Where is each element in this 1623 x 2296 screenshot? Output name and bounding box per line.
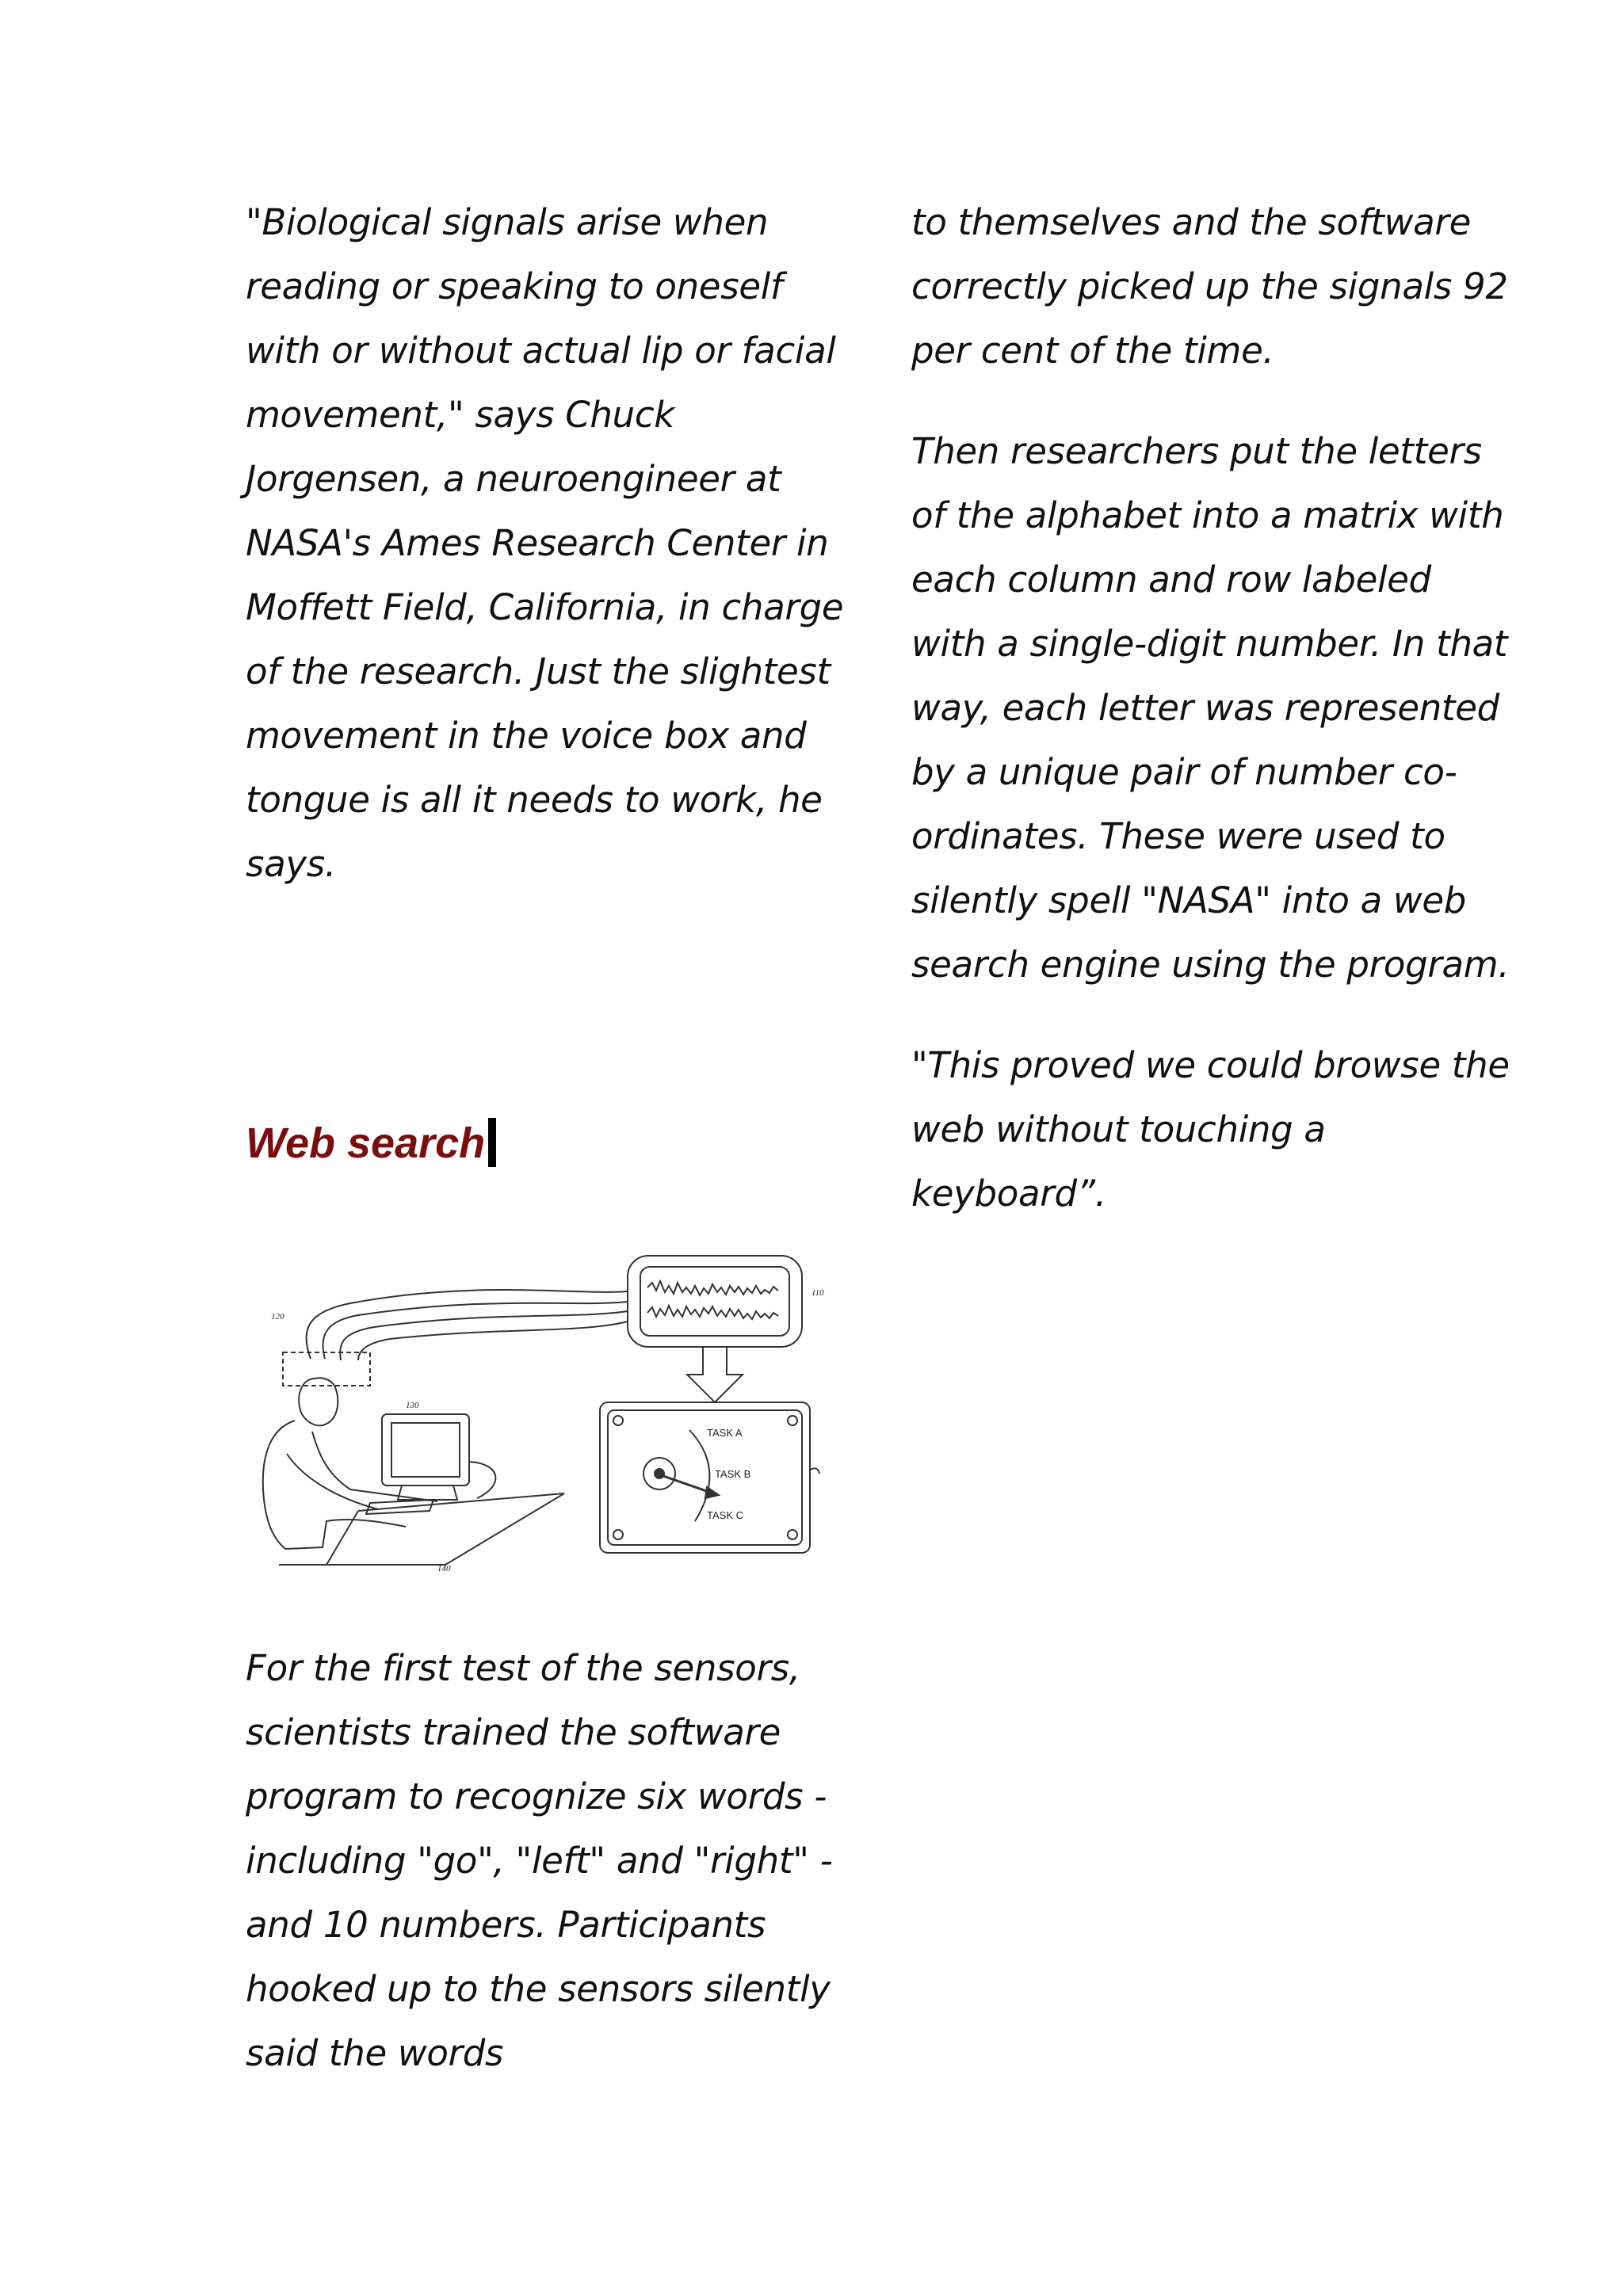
label-task-b: TASK B: [715, 1468, 751, 1480]
text-cursor: [488, 1118, 496, 1167]
left-column: [246, 190, 848, 2122]
signal-monitor: [628, 1256, 802, 1347]
waveform-top: [647, 1281, 778, 1295]
paragraph-first-test: For the first test of the sensors, scientists trained the software program to recognize six words - including "go", "left" and "right" - and 10 numbers. Participants hooked up to the sensors silently said the words: [246, 1647, 833, 2074]
label-task-c: TASK C: [707, 1509, 743, 1521]
paragraph-quote-jorgensen: "Biological signals arise when reading or speaking to oneself with or without actual lip or facial movement," says Chuck Jorgensen, a neuroengineer at NASA's Ames Research Center in Moffett Field, California, in charge of the research. Just the slightest movement in the voice box and tongue is all it needs to work, he says.: [246, 201, 844, 885]
task-selector-box: [600, 1402, 810, 1553]
paragraph-accuracy: to themselves and the software correctly picked up the signals 92 per cent of the time.: [911, 201, 1508, 372]
label-task-a: TASK A: [707, 1427, 743, 1439]
computer-monitor: [382, 1414, 469, 1486]
paragraph-alphabet-matrix: Then researchers put the letters of the alphabet into a matrix with each column and row labeled with a single-digit number. In that way, each letter was represented by a unique pair of number co-ordinates. These were used to silently spell "NASA" into a web search engine using the program.: [911, 430, 1510, 986]
sensor-region: [283, 1352, 370, 1386]
ref-numeral-130: 130: [406, 1401, 419, 1410]
ref-numeral-120: 120: [271, 1312, 285, 1322]
down-arrow: [687, 1347, 743, 1402]
section-heading-row: [246, 1118, 848, 1169]
patent-diagram-figure: [239, 1216, 857, 1589]
section-heading-web-search: Web search: [246, 1119, 486, 1167]
desk: [279, 1493, 564, 1565]
ref-numeral-110: 110: [812, 1288, 824, 1298]
paragraph-browse-web-quote: "This proved we could browse the web without touching a keyboard”.: [911, 1044, 1510, 1215]
ref-numeral-140: 140: [437, 1564, 451, 1573]
patent-diagram-svg: [239, 1216, 857, 1589]
spacer: [246, 933, 848, 1118]
waveform-bottom: [647, 1306, 778, 1319]
right-column: [911, 190, 1514, 1262]
